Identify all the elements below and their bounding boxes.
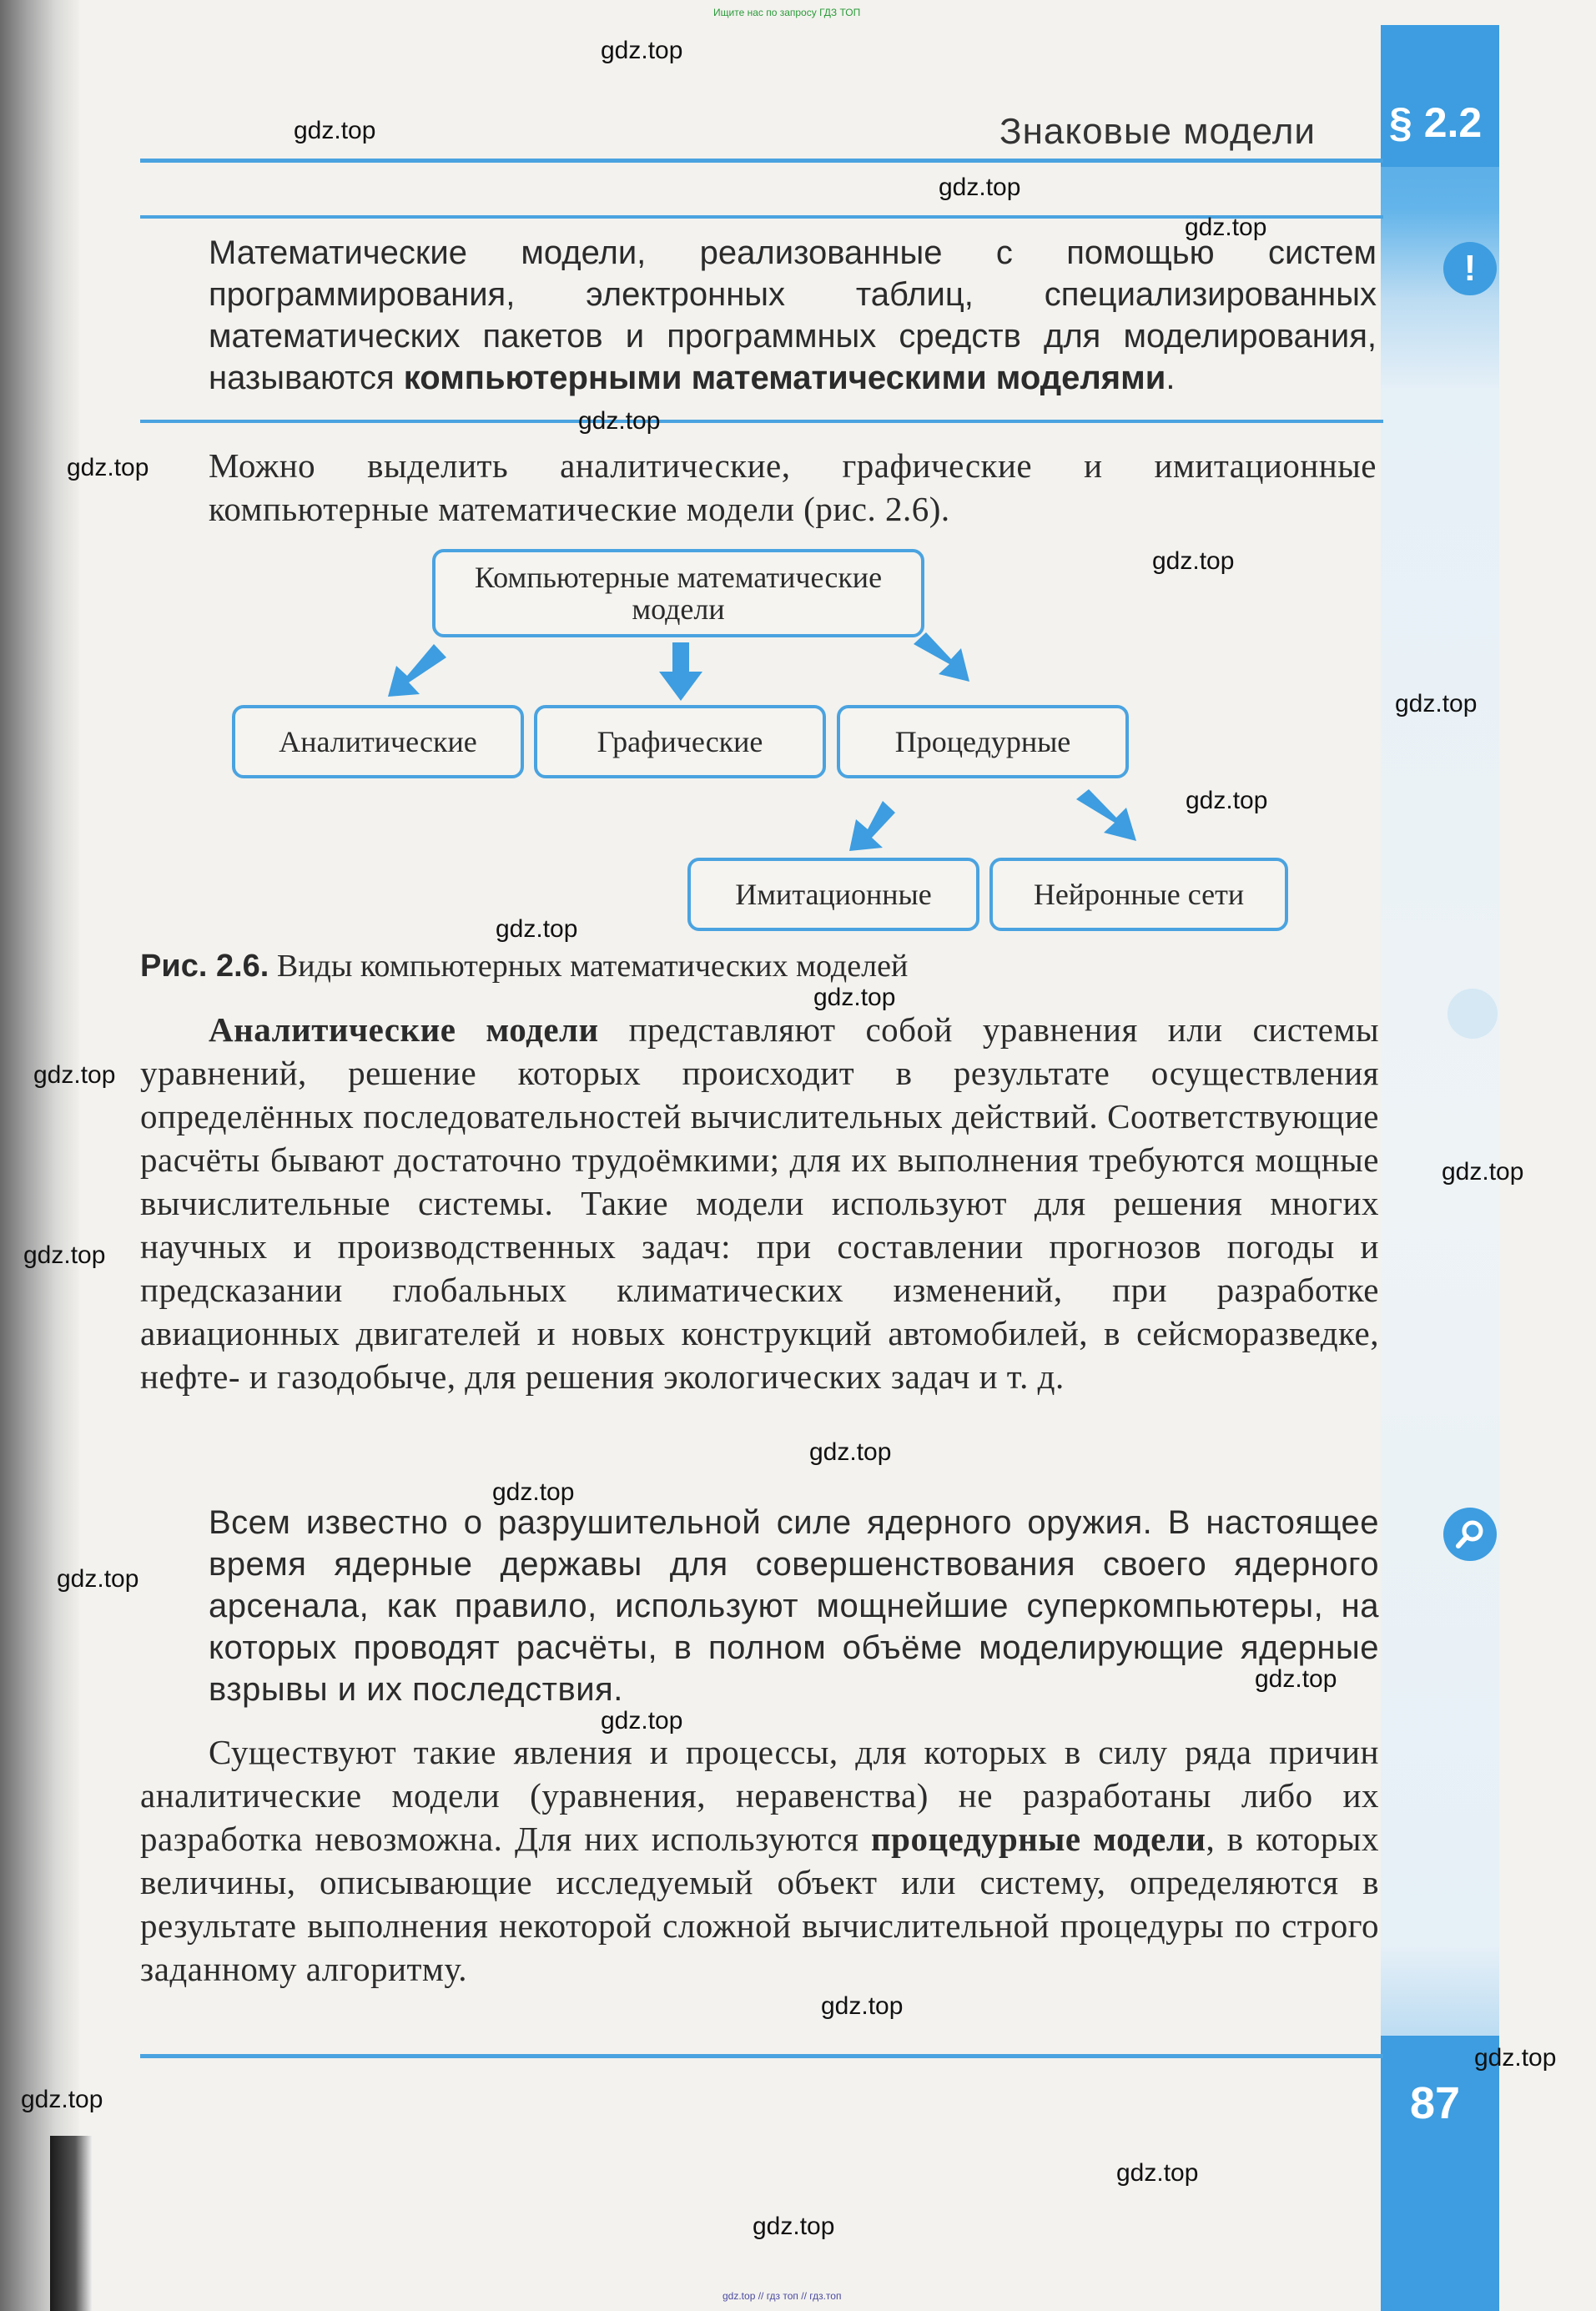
page-number: 87 [1410,2078,1461,2128]
nuclear-paragraph: Всем известно о разрушительной силе ядерного оружия. В настоящее время ядерные державы для совершенствования своего ядерного арсенала, как правило, используют мощнейшие суперкомпьютеры, на которых проводят расчёты, в полном объёме моделирующие ядерные взрывы и их последствия. [209,1504,1379,1708]
top-watermark: Ищите нас по запросу ГДЗ ТОП [713,7,861,18]
exclamation-glyph: ! [1463,248,1477,289]
watermark: gdz.top [33,1061,116,1089]
diagram-node-analytic: Аналитические [232,705,524,778]
section-number: § 2.2 [1389,99,1483,146]
diagram-node-graphic: Графические [534,705,826,778]
watermark: gdz.top [1395,690,1478,717]
definition-term: компьютерными математическими моделями [403,360,1166,396]
page-header-title: Знаковые модели [999,111,1316,152]
arrow-to-neural [1076,789,1136,841]
watermark: gdz.top [1255,1665,1337,1693]
definition-end: . [1166,360,1176,396]
diagram-node-neural-networks: Нейронные сети [989,858,1288,931]
watermark: gdz.top [23,1241,106,1269]
arrow-to-procedural [914,632,969,682]
watermark: gdz.top [492,1478,575,1506]
analytic-models-text: представляют собой уравнения или системы уравнений, решение которых происходит в результате осуществления определённых последовательностей вычислительных действий. Соответствующие расчёты бывают достаточно трудоёмкими; для их выполнения требуются мощные вычислительные системы. Такие модели используют для решения многих научных и производственных задач: при составлении прогнозов погоды и предсказании глобальных климатических изменений, при разработке авиационных двигателей и новых конструкций автомобилей, в сейсморазведке, нефте- и газодобыче, для решения экологических задач и т. д. [140,1010,1379,1396]
watermark: gdz.top [578,407,661,435]
procedural-models-term: процедурные модели [871,1820,1206,1858]
watermark: gdz.top [1474,2044,1557,2072]
arrow-to-graphic [659,642,702,701]
watermark: gdz.top [496,915,578,943]
arrow-to-simulation [849,801,895,851]
analytic-models-paragraph [140,1008,1379,1398]
analytic-models-term: Аналитические модели [209,1010,599,1049]
procedural-text-before: Существуют такие явления и процессы, для которых в силу ряда причин аналитические модели (уравнения, неравенства) не разработаны либо их разработка невозможна. Для них используются [140,1733,1379,1858]
procedural-text-after: , в которых величины, описывающие исследуемый объект или систему, определяются в результате выполнения некоторой сложной вычислительной процедуры по строго заданному алгоритму. [140,1820,1379,1988]
watermark: gdz.top [809,1438,892,1466]
diagram-node-simulation: Имитационные [687,858,979,931]
watermark: gdz.top [821,1992,904,2020]
watermark: gdz.top [1152,547,1235,575]
definition-text: Математические модели, реализованные с помощью систем программирования, электронных таблиц, специализированных математических пакетов и программных средств для моделирования, называются [209,234,1377,396]
watermark: gdz.top [1442,1158,1524,1186]
watermark: gdz.top [294,117,376,144]
diagram-node-procedural: Процедурные [837,705,1129,778]
bottom-watermark: gdz.top // гдз топ // гдз.топ [722,2290,842,2302]
figure-caption [140,948,908,984]
watermark: gdz.top [753,2213,835,2240]
watermark: gdz.top [1116,2159,1199,2187]
arrow-to-analytic [388,644,446,697]
watermark: gdz.top [601,1707,683,1735]
watermark: gdz.top [813,984,896,1011]
watermark: gdz.top [57,1565,139,1593]
watermark: gdz.top [21,2086,103,2113]
footer-rule [140,2054,1383,2058]
diagram-node-root: Компьютерные математические модели [432,549,924,637]
watermark: gdz.top [1185,214,1267,241]
figure-caption-text: Виды компьютерных математических моделей [276,949,909,984]
watermark: gdz.top [939,174,1021,201]
procedural-models-paragraph [140,1730,1379,1991]
intro-paragraph: Можно выделить аналитические, графические и имитационные компьютерные математические модели (рис. 2.6). [209,446,1377,528]
watermark: gdz.top [1186,787,1268,814]
watermark: gdz.top [67,454,149,481]
figure-label: Рис. 2.6. [140,949,269,984]
watermark: gdz.top [601,37,683,64]
